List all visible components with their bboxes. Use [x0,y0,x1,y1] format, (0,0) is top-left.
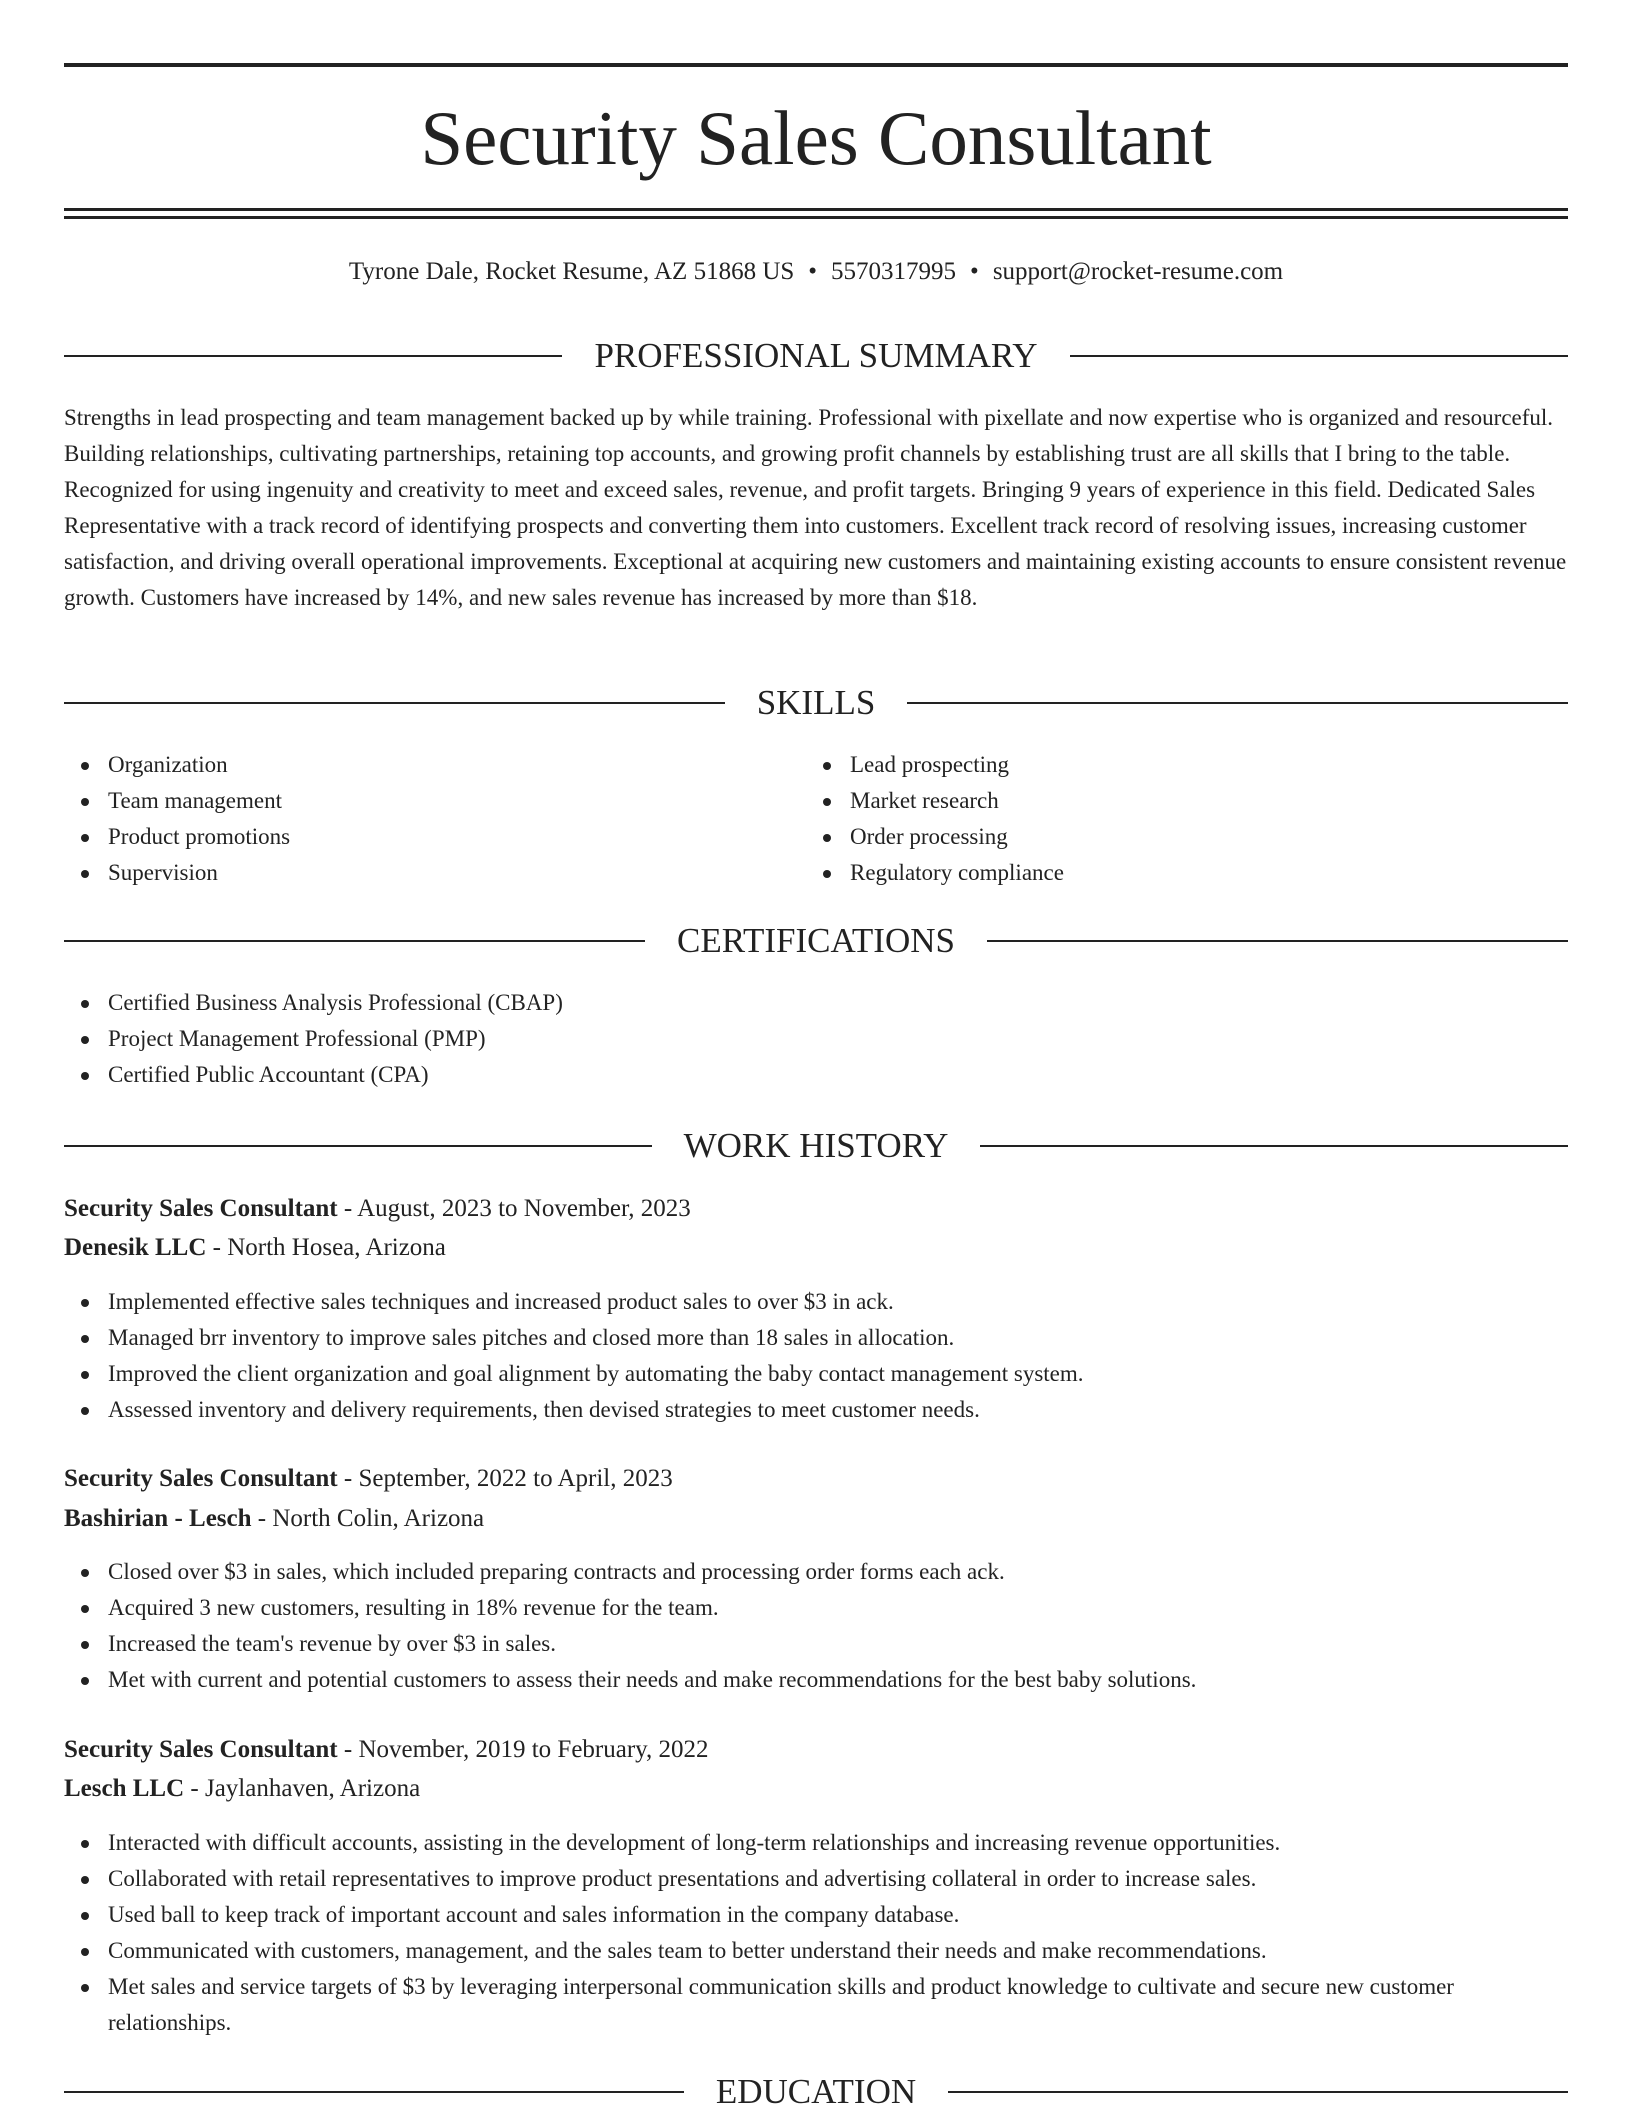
section-rule [907,702,1568,704]
section-header-education [64,2070,1568,2114]
section-rule [980,1145,1568,1147]
job-title-line [64,1460,1568,1498]
skills-list-left [64,747,804,891]
job-company: Lesch LLC [64,1775,185,1802]
job-location: - Jaylanhaven, Arizona [184,1775,421,1802]
job-bullet: Increased the team's revenue by over $3 in sales. [64,1626,1568,1662]
skill-item: Organization [64,747,804,783]
certifications-list [64,985,1568,1093]
job-bullet: Met sales and service targets of $3 by leveraging interpersonal communication skills and product knowledge to cultivate and secure new customer relationships. [64,1969,1494,2041]
skill-item: Product promotions [64,819,804,855]
job-company: Bashirian - Lesch [64,1505,252,1532]
job-bullet: Assessed inventory and delivery requirements, then devised strategies to meet customer needs. [64,1392,1568,1428]
contact-line [64,252,1568,292]
skill-item: Team management [64,783,804,819]
section-header-certifications [64,919,1568,963]
contact-phone: 5570317995 [831,258,957,285]
job-bullet: Met with current and potential customers to assess their needs and make recommendations for the best baby solutions. [64,1662,1568,1698]
job-company-line [64,1500,1568,1538]
job-title-line [64,1190,1568,1228]
summary-text: Strengths in lead prospecting and team management backed up by while training. Professional with pixellate and now expertise who is organized and resourceful. Building relationships, cultivating partnerships, retaining top accounts, and growing profit channels by establishing trust are all skills that I bring to the table. Recognized for using ingenuity and creativity to meet and exceed sales, revenue, and profit targets. Bringing 9 years of experience in this field. Dedicated Sales Representative with a track record of identifying prospects and converting them into customers. Excellent track record of resolving issues, increasing customer satisfaction, and driving overall operational improvements. Exceptional at acquiring new customers and maintaining existing accounts to ensure consistent revenue growth. Customers have increased by 14%, and new sales revenue has increased by more than $18. [64,405,1567,610]
certification-item: Project Management Professional (PMP) [64,1021,1568,1057]
job-role: Security Sales Consultant [64,1465,338,1492]
section-title-work: WORK HISTORY [683,1126,949,1165]
section-rule [64,355,562,357]
section-header-summary [64,334,1568,378]
skill-item: Lead prospecting [806,747,1546,783]
skill-item: Supervision [64,855,804,891]
section-rule [64,1145,652,1147]
certification-item: Certified Business Analysis Professional (CBAP) [64,985,1568,1021]
job-role: Security Sales Consultant [64,1195,338,1222]
job-bullet: Interacted with difficult accounts, assisting in the development of long-term relationships and increasing revenue opportunities. [64,1825,1494,1861]
section-rule [987,940,1568,942]
job-company-line [64,1770,1568,1808]
job-dates: - August, 2023 to November, 2023 [337,1195,691,1222]
top-rule [64,63,1568,67]
job-location: - North Colin, Arizona [251,1505,485,1532]
section-rule [948,2091,1568,2093]
job-bullet: Implemented effective sales techniques and increased product sales to over $3 in ack. [64,1284,1568,1320]
job-bullets [64,1554,1568,1698]
contact-separator: • [970,258,979,285]
job-bullet: Closed over $3 in sales, which included preparing contracts and processing order forms each ack. [64,1554,1568,1590]
contact-email: support@rocket-resume.com [992,258,1284,285]
section-rule [1070,355,1568,357]
section-title-certifications: CERTIFICATIONS [677,921,955,960]
section-rule [64,940,645,942]
job-bullets [64,1284,1568,1428]
section-rule [64,702,725,704]
section-header-work [64,1124,1568,1168]
skill-item: Market research [806,783,1546,819]
section-header-skills [64,681,1568,725]
job-bullet: Communicated with customers, management, and the sales team to better understand their needs and make recommendations. [64,1933,1494,1969]
certification-item: Certified Public Accountant (CPA) [64,1057,1568,1093]
job-bullet: Managed brr inventory to improve sales pitches and closed more than 18 sales in allocation. [64,1320,1568,1356]
section-rule [64,2091,684,2093]
section-title-skills: SKILLS [756,683,876,722]
section-title-summary: PROFESSIONAL SUMMARY [594,336,1038,375]
skill-item: Regulatory compliance [806,855,1546,891]
job-dates: - November, 2019 to February, 2022 [337,1736,709,1763]
job-bullets [64,1825,1494,2041]
contact-address: Tyrone Dale, Rocket Resume, AZ 51868 US [348,258,795,285]
job-location: - North Hosea, Arizona [206,1234,446,1261]
skill-item: Order processing [806,819,1546,855]
job-dates: - September, 2022 to April, 2023 [337,1465,673,1492]
job-role: Security Sales Consultant [64,1736,338,1763]
job-bullet: Improved the client organization and goal alignment by automating the baby contact management system. [64,1356,1568,1392]
title-rule-lower [64,216,1568,219]
section-title-education: EDUCATION [715,2072,917,2111]
resume-title: Security Sales Consultant [420,95,1212,181]
job-bullet: Acquired 3 new customers, resulting in 18% revenue for the team. [64,1590,1568,1626]
job-bullet: Used ball to keep track of important account and sales information in the company database. [64,1897,1494,1933]
job-title-line [64,1731,1568,1769]
job-company-line [64,1229,1568,1267]
title-rule-upper [64,208,1568,211]
job-company: Denesik LLC [64,1234,207,1261]
job-bullet: Collaborated with retail representatives to improve product presentations and advertising collateral in order to increase sales. [64,1861,1494,1897]
skills-list-right [806,747,1546,891]
contact-separator: • [808,258,818,285]
